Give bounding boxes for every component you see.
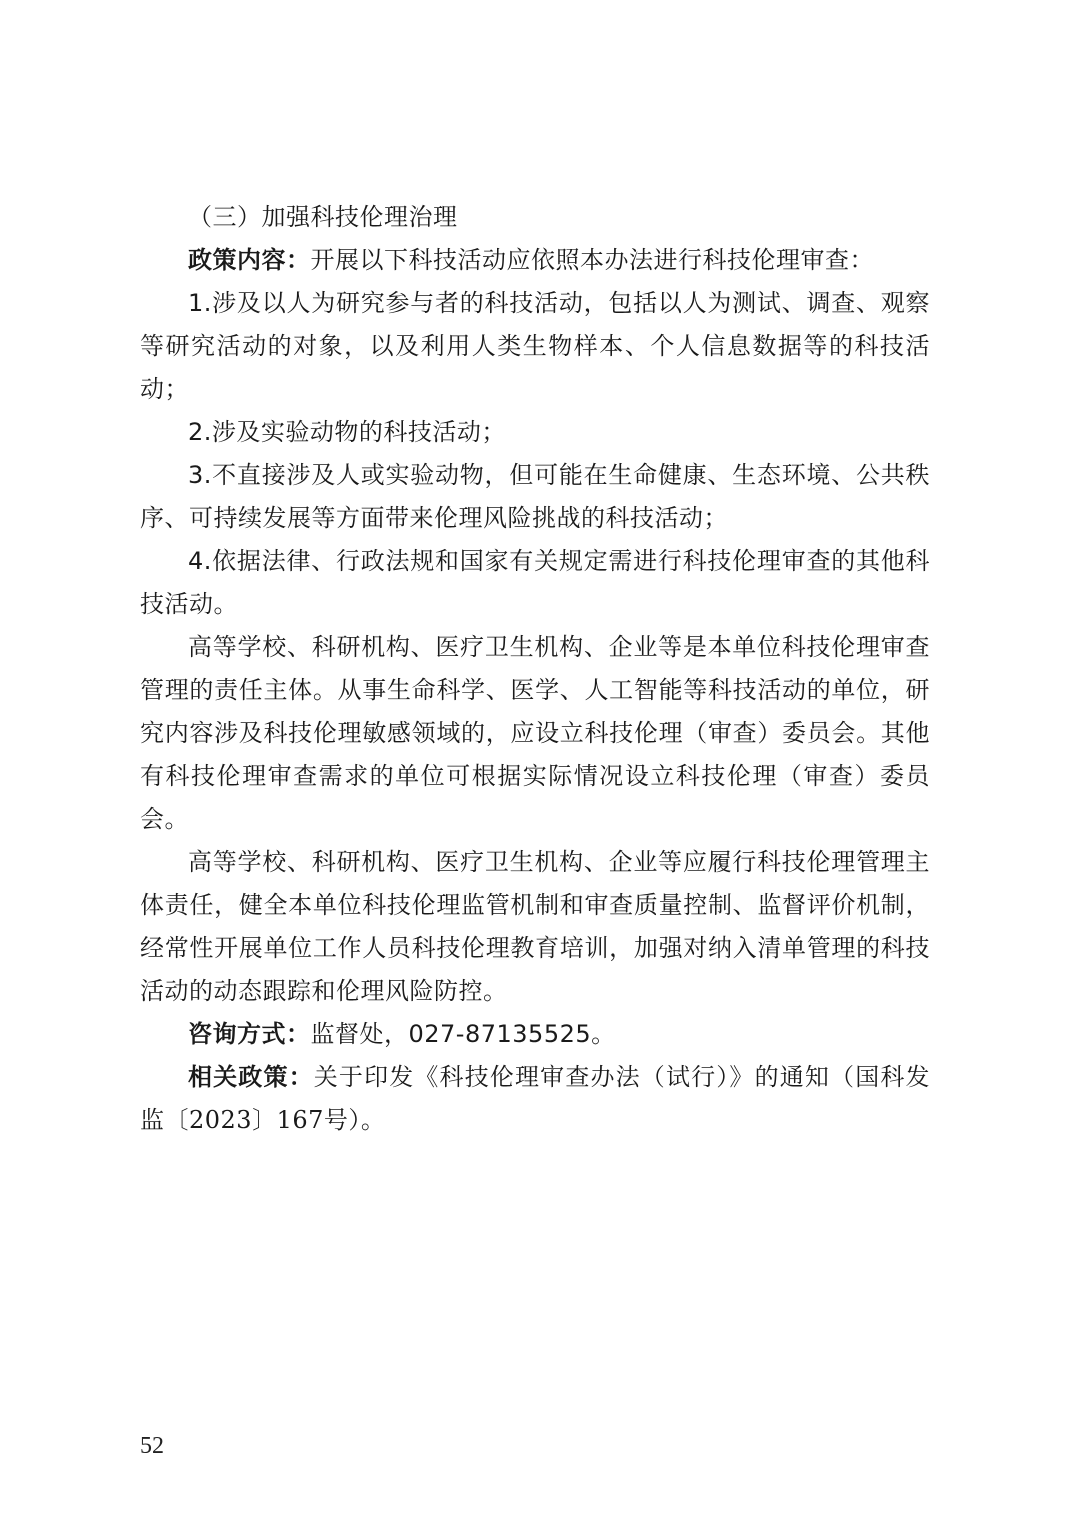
contact-text-suffix: 。 [591, 1020, 616, 1048]
contact-phone: 027-87135525 [408, 1020, 592, 1048]
section-heading: （三）加强科技伦理治理 [188, 203, 458, 231]
list-item-number: 1. [188, 289, 212, 317]
list-item [140, 282, 930, 411]
list-item-text: 不直接涉及人或实验动物，但可能在生命健康、生态环境、公共秩序、可持续发展等方面带来伦理风险挑战的科技活动； [140, 461, 930, 532]
list-item [140, 540, 930, 626]
list-item-text: 涉及以人为研究参与者的科技活动，包括以人为测试、调查、观察等研究活动的对象，以及利用人类生物样本、个人信息数据等的科技活动； [140, 289, 930, 403]
list-item-number: 3. [188, 461, 212, 489]
list-item-number: 4. [188, 547, 212, 575]
body-paragraph-2: 高等学校、科研机构、医疗卫生机构、企业等应履行科技伦理管理主体责任，健全本单位科技伦理监管机制和审查质量控制、监督评价机制，经常性开展单位工作人员科技伦理教育培训，加强对纳入清单管理的科技活动的动态跟踪和伦理风险防控。 [140, 848, 930, 1005]
related-policy-label: 相关政策： [188, 1063, 314, 1091]
page-number: 52 [140, 1433, 164, 1459]
related-policy-paragraph [140, 1056, 930, 1142]
list-item [140, 411, 930, 454]
policy-content-intro: 开展以下科技活动应依照本办法进行科技伦理审查： [310, 246, 874, 274]
list-item-number: 2. [188, 418, 212, 446]
contact-paragraph [140, 1013, 930, 1056]
related-policy-text: 关于印发《科技伦理审查办法（试行）》的通知（国科发监〔2023〕167号）。 [140, 1063, 931, 1134]
page-body [140, 196, 930, 1142]
contact-text-prefix: 监督处， [310, 1020, 409, 1048]
policy-content-paragraph [140, 239, 930, 282]
policy-content-label: 政策内容： [188, 246, 311, 274]
contact-label: 咨询方式： [188, 1020, 311, 1048]
body-paragraph-1: 高等学校、科研机构、医疗卫生机构、企业等是本单位科技伦理审查管理的责任主体。从事生命科学、医学、人工智能等科技活动的单位，研究内容涉及科技伦理敏感领域的，应设立科技伦理（审查）委员会。其他有科技伦理审查需求的单位可根据实际情况设立科技伦理（审查）委员会。 [140, 633, 930, 833]
list-item-text: 涉及实验动物的科技活动； [211, 418, 506, 446]
list-item-text: 依据法律、行政法规和国家有关规定需进行科技伦理审查的其他科技活动。 [140, 547, 930, 618]
list-item [140, 454, 930, 540]
